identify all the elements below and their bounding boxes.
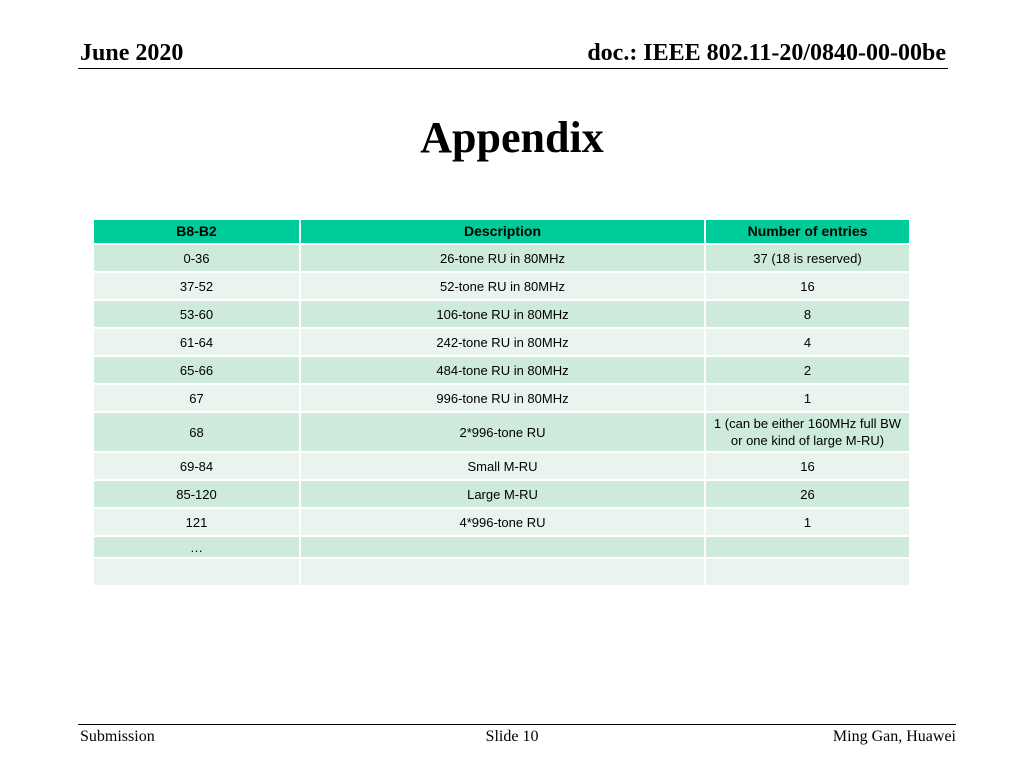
cell-entries: 37 (18 is reserved): [705, 244, 910, 272]
cell-b8-b2: 67: [94, 384, 300, 412]
cell-description: 106-tone RU in 80MHz: [300, 300, 705, 328]
table-row: [94, 328, 910, 356]
cell-description: 4*996-tone RU: [300, 508, 705, 536]
cell-description: 2*996-tone RU: [300, 412, 705, 452]
cell-b8-b2: 121: [94, 508, 300, 536]
header-doc-id: doc.: IEEE 802.11-20/0840-00-00be: [587, 40, 946, 66]
column-header-b8-b2: B8-B2: [94, 220, 300, 244]
cell-entries: 26: [705, 480, 910, 508]
cell-description: 242-tone RU in 80MHz: [300, 328, 705, 356]
footer-divider: [78, 724, 956, 725]
slide-title: Appendix: [420, 113, 604, 162]
table-row: [94, 300, 910, 328]
table-row: [94, 558, 910, 586]
table-row: [94, 536, 910, 558]
table-row: [94, 480, 910, 508]
cell-b8-b2: 85-120: [94, 480, 300, 508]
cell-description: 26-tone RU in 80MHz: [300, 244, 705, 272]
cell-description: [300, 558, 705, 586]
cell-entries: 16: [705, 452, 910, 480]
table-row: [94, 272, 910, 300]
column-header-number-of-entries: Number of entries: [705, 220, 910, 244]
cell-b8-b2: [94, 558, 300, 586]
cell-description: 996-tone RU in 80MHz: [300, 384, 705, 412]
appendix-table: [94, 220, 911, 587]
cell-b8-b2: 69-84: [94, 452, 300, 480]
cell-entries: 1: [705, 384, 910, 412]
cell-b8-b2: 0-36: [94, 244, 300, 272]
cell-entries: 4: [705, 328, 910, 356]
cell-entries: 1 (can be either 160MHz full BW or one kind of large M-RU): [705, 412, 910, 452]
cell-entries: 1: [705, 508, 910, 536]
cell-entries: 8: [705, 300, 910, 328]
cell-entries: 2: [705, 356, 910, 384]
table-row: [94, 508, 910, 536]
table-header-row: [94, 220, 910, 244]
cell-description: 52-tone RU in 80MHz: [300, 272, 705, 300]
cell-b8-b2: …: [94, 536, 300, 558]
cell-entries: [705, 536, 910, 558]
table-row: [94, 452, 910, 480]
cell-description: 484-tone RU in 80MHz: [300, 356, 705, 384]
column-header-description: Description: [300, 220, 705, 244]
cell-description: [300, 536, 705, 558]
footer-slide-number: Slide 10: [485, 728, 539, 745]
cell-b8-b2: 65-66: [94, 356, 300, 384]
cell-b8-b2: 37-52: [94, 272, 300, 300]
header-divider: [78, 68, 948, 69]
footer-author: Ming Gan, Huawei: [832, 728, 956, 745]
footer-submission: Submission: [80, 728, 155, 745]
cell-entries: 16: [705, 272, 910, 300]
cell-b8-b2: 68: [94, 412, 300, 452]
table-row: [94, 244, 910, 272]
table-row: [94, 384, 910, 412]
cell-b8-b2: 61-64: [94, 328, 300, 356]
cell-b8-b2: 53-60: [94, 300, 300, 328]
cell-entries: [705, 558, 910, 586]
cell-description: Large M-RU: [300, 480, 705, 508]
header-date: June 2020: [80, 40, 184, 66]
table-row: [94, 356, 910, 384]
table-row: [94, 412, 910, 452]
cell-description: Small M-RU: [300, 452, 705, 480]
